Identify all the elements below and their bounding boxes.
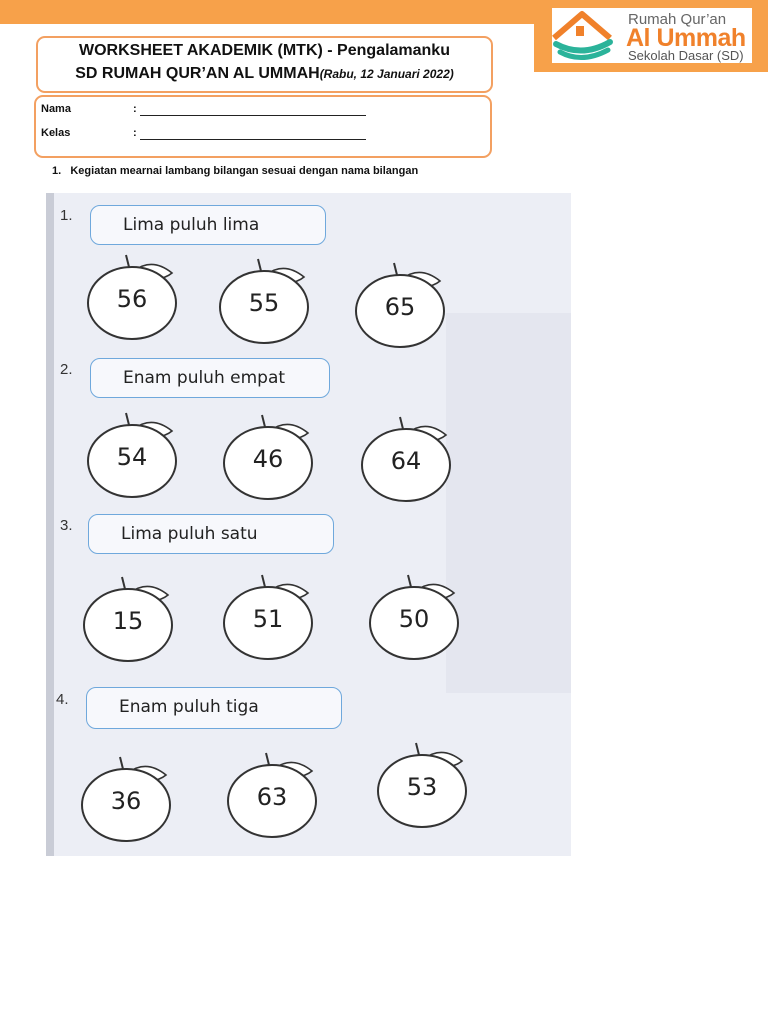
school-name: SD RUMAH QUR’AN AL UMMAH — [75, 65, 320, 82]
instruction-number: 1. — [52, 165, 62, 177]
question-number: 4. — [56, 691, 69, 708]
fruit-number: 46 — [252, 445, 284, 473]
instruction-text: Kegiatan mearnai lambang bilangan sesuai dengan nama bilangan — [70, 165, 419, 177]
nama-field[interactable] — [140, 115, 366, 116]
fruit-number: 53 — [406, 773, 438, 801]
fruit-option[interactable] — [222, 411, 318, 503]
exercise-photo — [46, 193, 571, 856]
fruit-number: 63 — [256, 783, 288, 811]
fruit-number: 55 — [248, 289, 280, 317]
student-identity-box — [34, 95, 492, 158]
nama-colon: : — [133, 103, 137, 115]
fruit-number: 65 — [384, 293, 416, 321]
kelas-label: Kelas — [41, 127, 71, 139]
fruit-number: 50 — [398, 605, 430, 633]
number-name-label: Lima puluh lima — [90, 205, 326, 245]
fruit-number: 54 — [116, 443, 148, 471]
instruction-line — [52, 165, 418, 177]
fruit-option[interactable] — [82, 573, 178, 665]
fruit-option[interactable] — [226, 749, 322, 841]
worksheet-title: WORKSHEET AKADEMIK (MTK) - Pengalamanku — [79, 42, 450, 59]
kelas-field[interactable] — [140, 139, 366, 140]
fruit-number: 56 — [116, 285, 148, 313]
brand-name-line3: Sekolah Dasar (SD) — [628, 48, 744, 63]
number-name-label: Enam puluh empat — [90, 358, 330, 398]
number-name-label: Lima puluh satu — [88, 514, 334, 554]
house-logo-icon — [548, 8, 618, 64]
fruit-number: 15 — [112, 607, 144, 635]
fruit-option[interactable] — [80, 753, 176, 845]
question-number: 2. — [60, 361, 73, 378]
nama-label: Nama — [41, 103, 71, 115]
kelas-colon: : — [133, 127, 137, 139]
worksheet-date: (Rabu, 12 Januari 2022) — [319, 67, 454, 81]
fruit-option[interactable] — [86, 251, 182, 343]
question-number: 3. — [60, 517, 73, 534]
fruit-option[interactable] — [360, 413, 456, 505]
worksheet-title-box — [36, 36, 493, 93]
fruit-option[interactable] — [354, 259, 450, 351]
fruit-number: 51 — [252, 605, 284, 633]
fruit-option[interactable] — [86, 409, 182, 501]
school-name-line — [38, 65, 491, 83]
fruit-number: 36 — [110, 787, 142, 815]
number-name-label: Enam puluh tiga — [86, 687, 342, 729]
fruit-option[interactable] — [222, 571, 318, 663]
question-number: 1. — [60, 207, 73, 224]
fruit-option[interactable] — [218, 255, 314, 347]
brand-name-line1: Rumah Qur’an — [628, 11, 727, 28]
fruit-number: 64 — [390, 447, 422, 475]
brand-name-line2: Al Ummah — [626, 24, 746, 52]
fruit-option[interactable] — [376, 739, 472, 831]
fruit-option[interactable] — [368, 571, 464, 663]
